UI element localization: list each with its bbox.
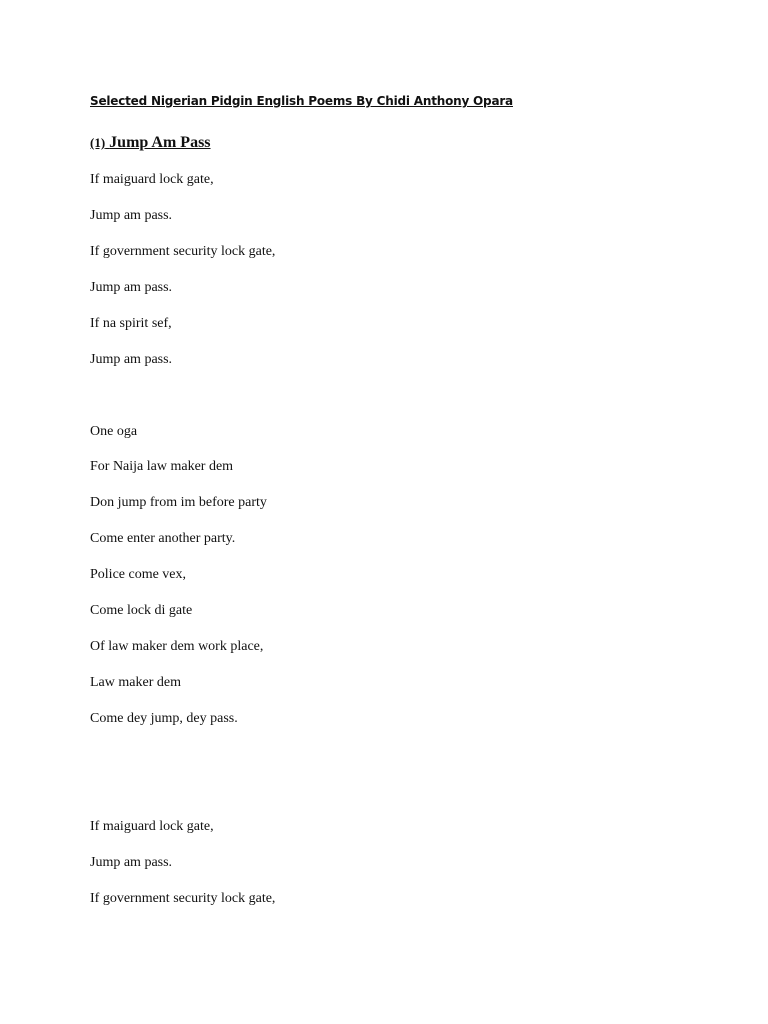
poem-line: Come dey jump, dey pass. [90,711,238,726]
poem-title: Jump Am Pass [109,134,211,151]
poem-line: If government security lock gate, [90,244,276,259]
poem-heading [90,134,211,152]
poem-line: For Naija law maker dem [90,459,234,474]
poem-line: One oga [90,424,138,439]
poem-line: Jump am pass. [90,855,173,870]
document-title: Selected Nigerian Pidgin English Poems By Chidi Anthony Opara [90,94,513,108]
poem-line: If maiguard lock gate, [90,172,214,187]
poem-number: (1) [90,135,106,150]
poem-line: Don jump from im before party [90,495,267,510]
poem-line: If na spirit sef, [90,316,172,331]
poem-line: Police come vex, [90,567,187,582]
poem-line: Come enter another party. [90,531,236,546]
poem-line: Of law maker dem work place, [90,639,264,654]
poem-line: Law maker dem [90,675,181,690]
poem-line: If maiguard lock gate, [90,819,214,834]
poem-line: Jump am pass. [90,280,173,295]
poem-line: If government security lock gate, [90,891,276,906]
poem-line: Come lock di gate [90,603,193,618]
poem-line: Jump am pass. [90,208,173,223]
poem-line: Jump am pass. [90,352,173,367]
